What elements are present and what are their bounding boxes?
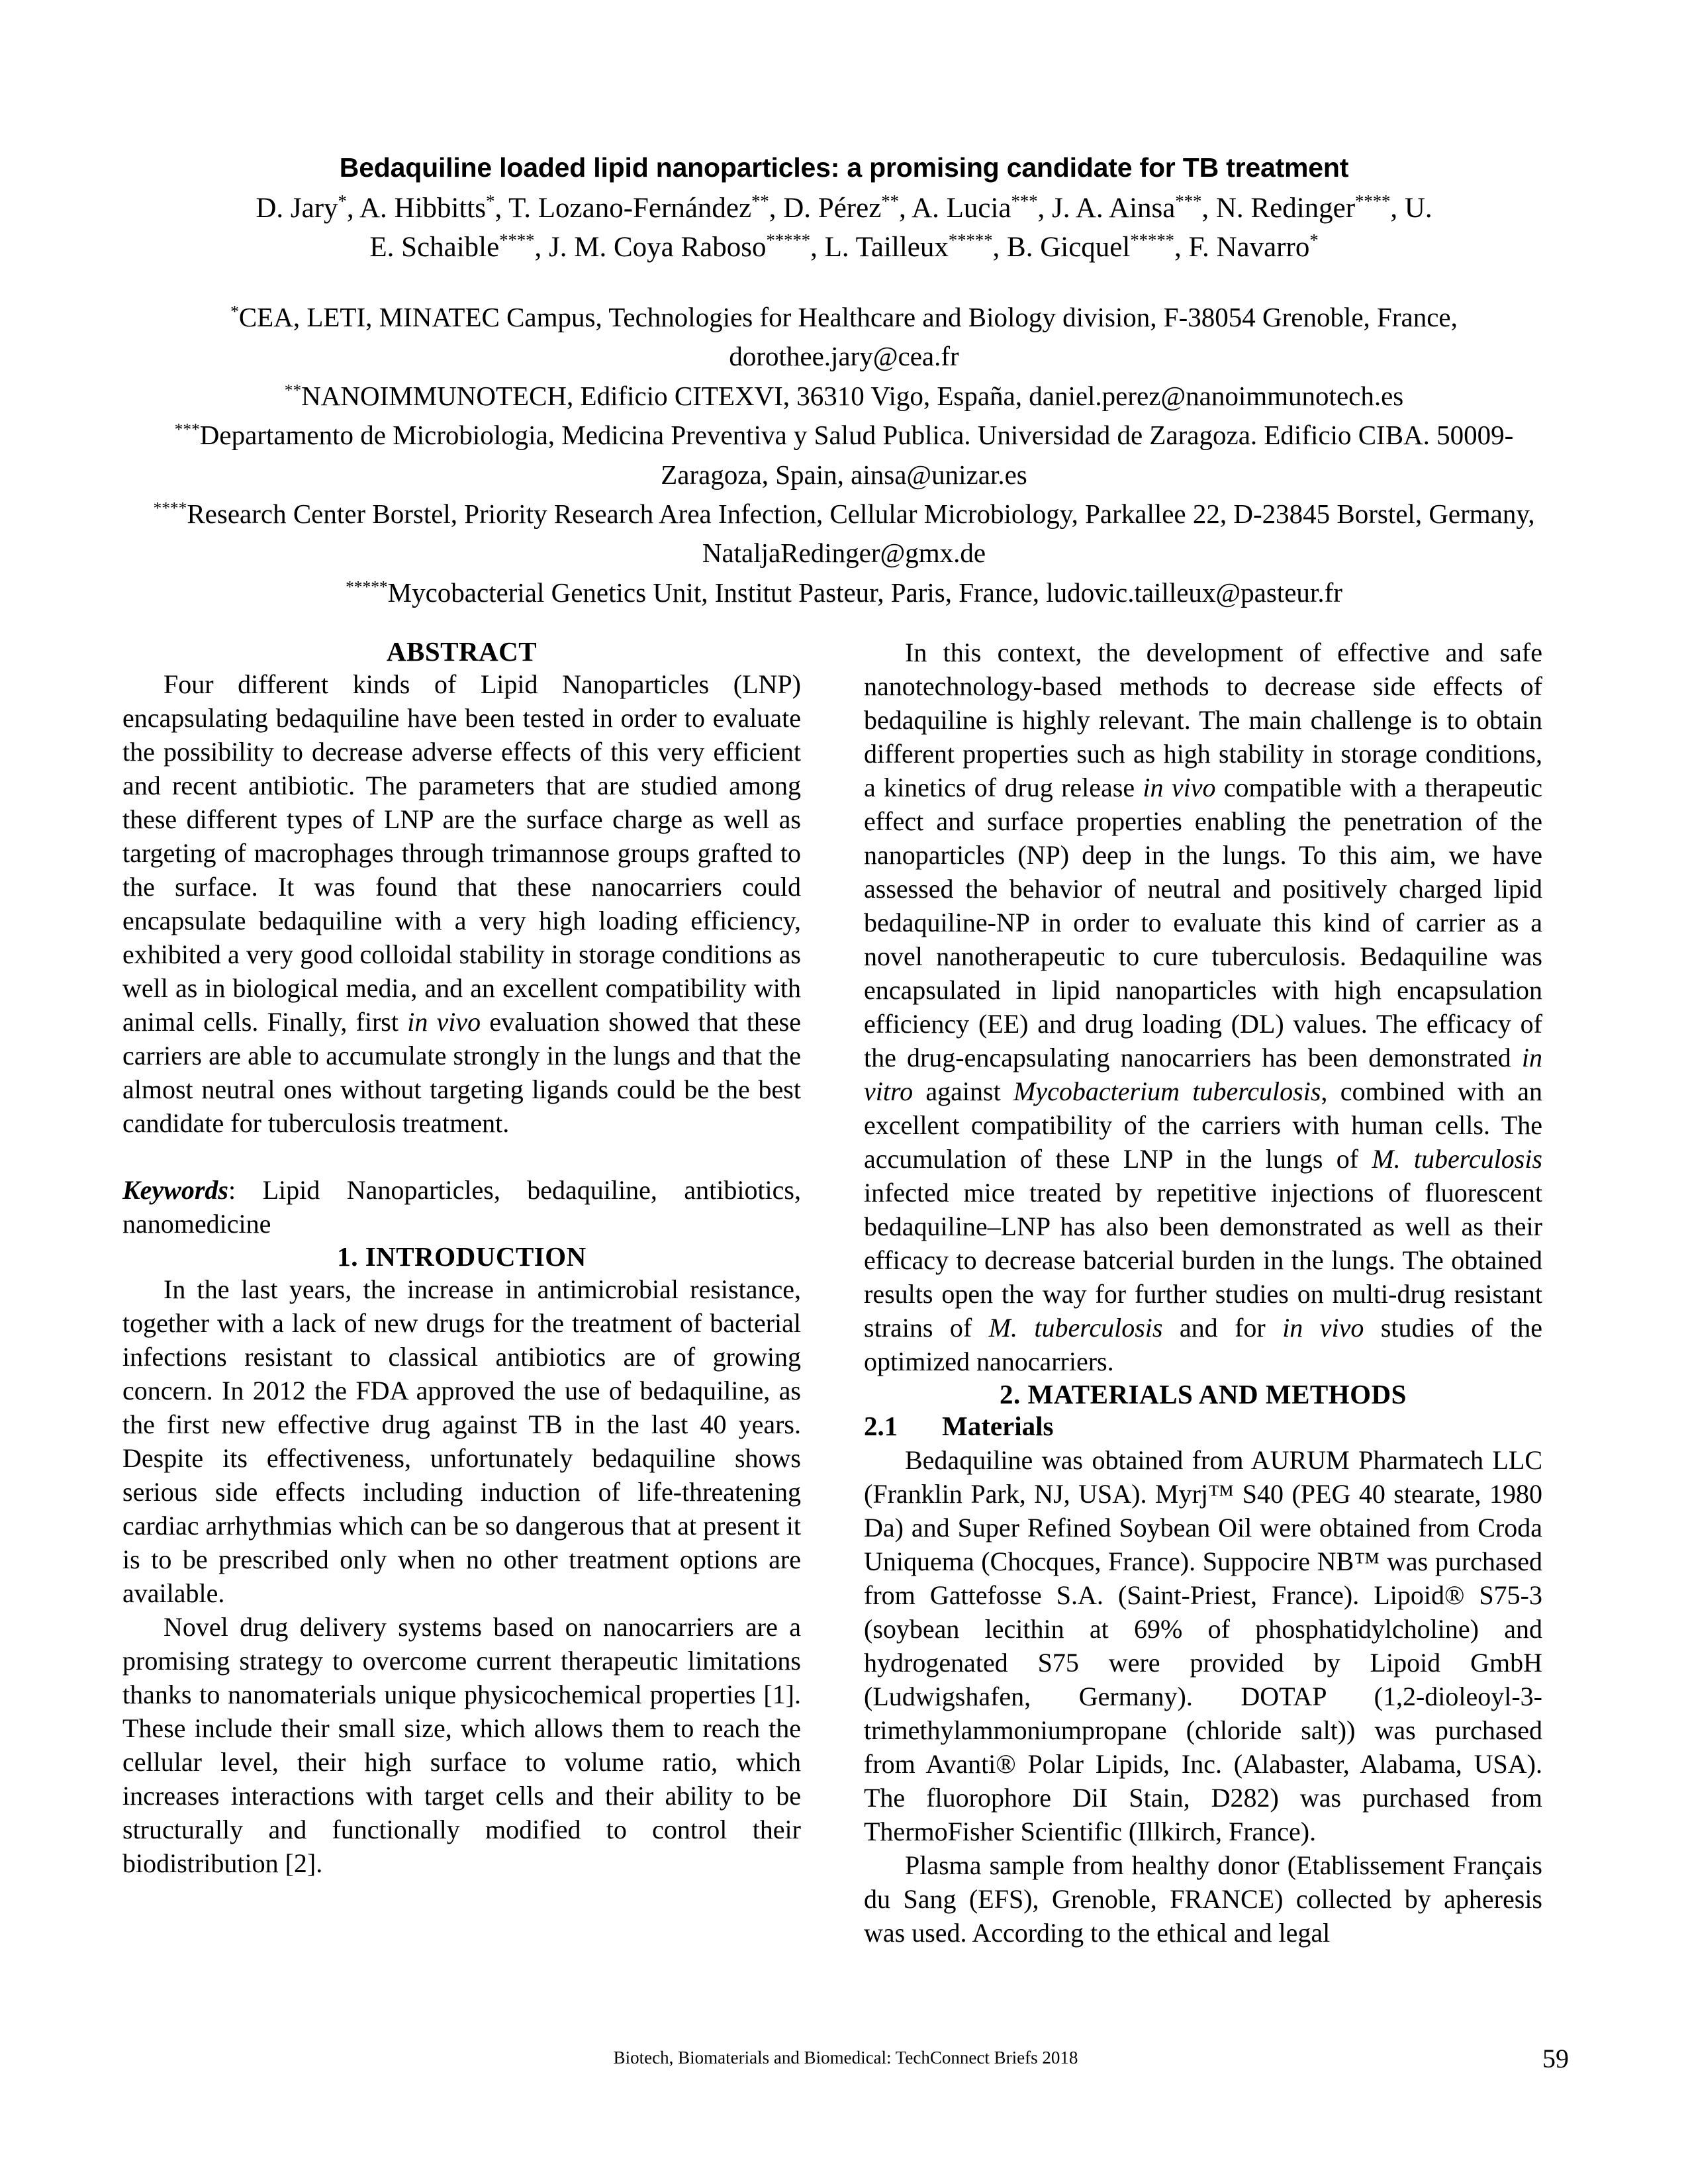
abstract-paragraph (122, 667, 801, 1140)
context-italic: in vivo (1282, 1313, 1364, 1343)
affiliation-text: CEA, LETI, MINATEC Campus, Technologies for Healthcare and Biology division, F-38054 Grenoble, France, dorothee.jary@cea.fr (238, 301, 1458, 372)
author-name: , T. Lozano-Fernández (494, 193, 752, 224)
context-text-part: infected mice treated by repetitive injections of fluorescent bedaquiline–LNP has also been demonstrated as well as their efficacy to decrease batcerial burden in the lungs. The obtained results open the way for further studies on multi-drug resistant strains of (864, 1178, 1542, 1343)
affiliation-item (122, 416, 1566, 495)
author-name: , B. Gicquel (992, 232, 1131, 263)
affiliation-mark: * (486, 191, 495, 211)
author-name: , U. (1390, 193, 1432, 224)
affiliation-text: Mycobacterial Genetics Unit, Institut Pasteur, Paris, France, ludovic.tailleux@pasteur.fr (387, 577, 1342, 608)
author-name: , J. A. Ainsa (1037, 193, 1176, 224)
affiliation-mark: * (1309, 230, 1319, 251)
affiliation-mark: * (338, 191, 347, 211)
footer-page-number: 59 (1542, 2044, 1569, 2073)
page-footer (122, 2044, 1569, 2082)
affiliation-mark: * (230, 302, 239, 321)
context-italic: M. tuberculosis (1372, 1144, 1542, 1174)
page-title: Bedaquiline loaded lipid nanoparticles: a promising candidate for TB treatment (339, 152, 1349, 183)
author-name: , L. Tailleux (810, 232, 949, 263)
affiliation-mark: ***** (766, 230, 811, 251)
context-text-part: In this context, the development of effective and safe nanotechnology-based methods to decrease side effects of bedaquiline is highly relevant. The main challenge is to obtain different properties such as high stability in storage conditions, a kinetics of drug release (864, 638, 1542, 802)
affiliation-text: Departamento de Microbiologia, Medicina Preventiva y Salud Publica. Universidad de Zaragoza. Edificio CIBA. 50009-Zaragoza, Spain, ainsa@unizar.es (199, 420, 1514, 490)
context-italic: in vitro (864, 1043, 1542, 1106)
context-text-part: against (913, 1076, 1014, 1106)
affiliation-text: Research Center Borstel, Priority Research Area Infection, Cellular Microbiology, Parkallee 22, D-23845 Borstel, Germany, NataljaRedinger@gmx.de (187, 498, 1535, 569)
left-column (122, 636, 801, 1950)
affiliation-mark: **** (153, 499, 187, 518)
author-name: , N. Redinger (1201, 193, 1356, 224)
affiliation-list (122, 267, 1566, 613)
author-name: , A. Hibbitts (346, 193, 487, 224)
affiliation-item (122, 377, 1566, 416)
context-text-part: and for (1162, 1313, 1283, 1343)
materials-subsection-heading (864, 1410, 1542, 1442)
introduction-paragraph-2: Novel drug delivery systems based on nanocarriers are a promising strategy to overcome current therapeutic limitations thanks to nanomaterials unique physicochemical properties [1]. These include their small size, which allows them to reach the cellular level, their high surface to volume ratio, which increases interactions with target cells and their ability to be structurally and functionally modified to control their biodistribution [2]. (122, 1612, 801, 1878)
body-columns (122, 636, 1569, 1950)
materials-methods-heading: 2. MATERIALS AND METHODS (1000, 1379, 1407, 1409)
context-italic: Mycobacterium tuberculosis (1013, 1076, 1321, 1106)
right-column (864, 636, 1542, 1950)
author-name: , D. Pérez (769, 193, 882, 224)
introduction-heading: 1. INTRODUCTION (337, 1241, 586, 1272)
keywords-label: Keywords (122, 1175, 228, 1205)
paper-header (122, 152, 1566, 612)
introduction-paragraph-1: In the last years, the increase in antimicrobial resistance, together with a lack of new drugs for the treatment of bacterial infections resistant to classical antibiotics are of growing concern. In 2012 the FDA approved the use of bedaquiline, as the first new effective drug against TB in the last 40 years. Despite its effectiveness, unfortunately bedaquiline shows serious side effects including induction of life-threatening cardiac arrhythmias which can be so dangerous that at present it is to be prescribed only when no other treatment options are available. (122, 1274, 801, 1608)
context-text-part: studies of the optimized nanocarriers. (864, 1313, 1542, 1376)
affiliation-mark: ** (284, 381, 302, 400)
affiliation-item (122, 495, 1566, 573)
author-list (122, 189, 1566, 267)
context-paragraph (864, 636, 1542, 1378)
keywords-text: : Lipid Nanoparticles, bedaquiline, antibiotics, nanomedicine (122, 1175, 801, 1239)
affiliation-mark: *** (1011, 191, 1038, 211)
affiliation-mark: ** (881, 191, 899, 211)
author-name: E. Schaible (369, 232, 500, 263)
affiliation-mark: **** (1355, 191, 1391, 211)
author-name: , A. Lucia (898, 193, 1011, 224)
context-italic: in vivo (1143, 773, 1216, 802)
affiliation-mark: ***** (948, 230, 993, 251)
context-text-part: compatible with a therapeutic effect and surface properties enabling the penetration of the nanoparticles (NP) deep in the lungs. To this aim, we have assessed the behavior of neutral and positively charged lipid bedaquiline-NP in order to evaluate this kind of carrier as a novel nanotherapeutic to cure tuberculosis. Bedaquiline was encapsulated in lipid nanoparticles with high encapsulation efficiency (EE) and drug loading (DL) values. The efficacy of the drug-encapsulating nanocarriers has been demonstrated (864, 773, 1543, 1072)
affiliation-item (122, 298, 1566, 377)
abstract-text-part: evaluation showed that these carriers are able to accumulate strongly in the lungs and that the almost neutral ones without targeting ligands could be the best candidate for tuberculosis treatment. (122, 1007, 802, 1138)
affiliation-mark: **** (499, 230, 535, 251)
author-name: , J. M. Coya Raboso (534, 232, 767, 263)
context-italic: M. tuberculosis (988, 1313, 1163, 1343)
author-name: , F. Navarro (1174, 232, 1310, 263)
affiliation-item (122, 573, 1566, 612)
abstract-heading: ABSTRACT (386, 636, 538, 667)
abstract-italic: in vivo (407, 1007, 481, 1037)
footer-publication: Biotech, Biomaterials and Biomedical: TechConnect Briefs 2018 (613, 2048, 1078, 2067)
materials-paragraph-2: Plasma sample from healthy donor (Etablissement Français du Sang (EFS), Grenoble, FRANCE) collected by apheresis was used. According to the ethical and legal (864, 1850, 1542, 1948)
affiliation-mark: *** (174, 420, 200, 439)
affiliation-mark: ** (751, 191, 769, 211)
affiliation-mark: ***** (1130, 230, 1174, 251)
keywords-paragraph (122, 1173, 801, 1241)
affiliation-text: NANOIMMUNOTECH, Edificio CITEXVI, 36310 Vigo, España, daniel.perez@nanoimmunotech.es (301, 380, 1404, 411)
author-name: D. Jary (256, 193, 338, 224)
affiliation-mark: ***** (346, 577, 388, 596)
materials-paragraph-1: Bedaquiline was obtained from AURUM Pharmatech LLC (Franklin Park, NJ, USA). Myrj™ S40 (PEG 40 stearate, 1980 Da) and Super Refined Soybean Oil were obtained from Croda Uniquema (Chocques, France). Suppocire NB™ was purchased from Gattefosse S.A. (Saint-Priest, France). Lipoid® S75-3 (soybean lecithin at 69% of phosphatidylcholine) and hydrogenated S75 were provided by Lipoid GmbH (Ludwigshafen, Germany). DOTAP (1,2-dioleoyl-3-trimethylammoniumpropane (chloride salt)) was purchased from Avanti® Polar Lipids, Inc. (Alabaster, Alabama, USA). The fluorophore DiI Stain, D282) was purchased from ThermoFisher Scientific (Illkirch, France). (864, 1445, 1542, 1846)
context-text-part: , combined with an excellent compatibility of the carriers with human cells. The accumulation of these LNP in the lungs of (864, 1076, 1542, 1174)
abstract-text-part: Four different kinds of Lipid Nanoparticles (LNP) encapsulating bedaquiline have been tested in order to evaluate the possibility to decrease adverse effects of this very efficient and recent antibiotic. The parameters that are studied among these different types of LNP are the surface charge as well as targeting of macrophages through trimannose groups grafted to the surface. It was found that these nanocarriers could encapsulate bedaquiline with a very high loading efficiency, exhibited a very good colloidal stability in storage conditions as well as in biological media, and an excellent compatibility with animal cells. Finally, first (122, 669, 801, 1037)
subsection-title: Materials (942, 1411, 1054, 1441)
affiliation-mark: *** (1175, 191, 1202, 211)
subsection-number: 2.1 (864, 1411, 898, 1441)
